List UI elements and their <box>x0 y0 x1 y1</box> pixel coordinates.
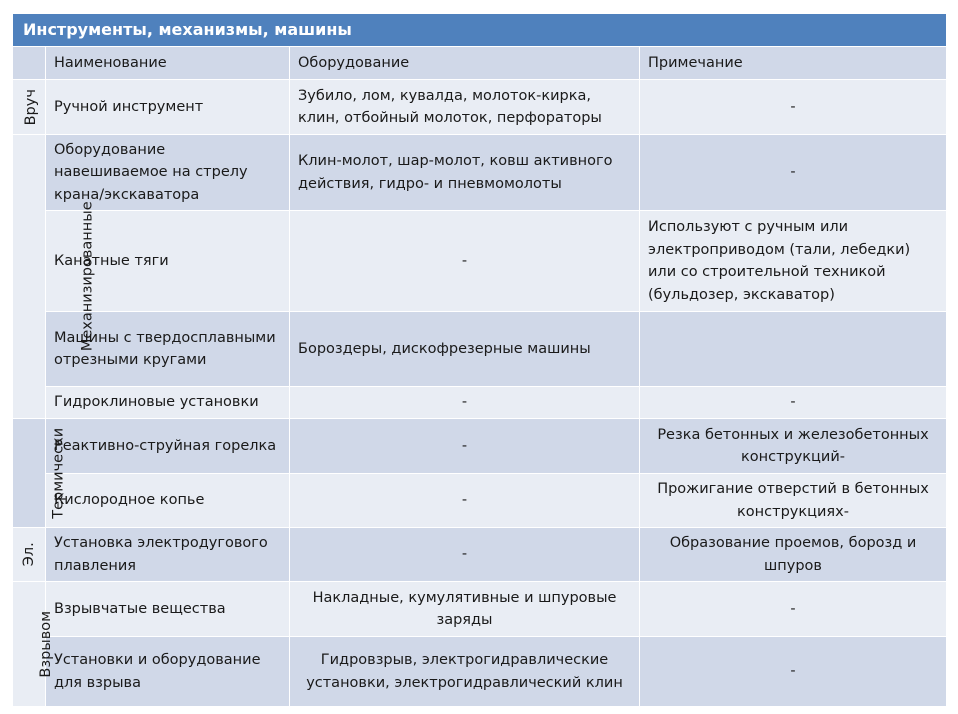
title-row <box>13 14 947 47</box>
row-equipment: Накладные, кумулятивные и шпуровые заряды <box>290 582 640 637</box>
row-note: - <box>640 582 947 637</box>
row-name: Установка электродугового плавления <box>46 528 290 582</box>
row-name: Канатные тяги <box>46 211 290 312</box>
table-title: Инструменты, механизмы, машины <box>13 14 947 47</box>
row-name: Взрывчатые вещества <box>46 582 290 637</box>
category-label: Вруч <box>22 88 39 126</box>
row-note <box>640 312 947 387</box>
row-note: Прожигание отверстий в бетонных конструкциях- <box>640 474 947 528</box>
category-electric <box>13 528 46 582</box>
header-empty <box>13 47 46 80</box>
equipment-table <box>12 13 947 707</box>
row-note: Резка бетонных и железобетонных конструкций- <box>640 419 947 474</box>
row-note: - <box>640 80 947 135</box>
table-row <box>13 528 947 582</box>
header-note: Примечание <box>640 47 947 80</box>
table-row <box>13 637 947 707</box>
row-name: Реактивно-струйная горелка <box>46 419 290 474</box>
row-note: Используют с ручным или электроприводом (тали, лебедки) или со строительной техникой (бульдозер, экскаватор) <box>640 211 947 312</box>
row-equipment: - <box>290 474 640 528</box>
row-equipment: - <box>290 387 640 419</box>
row-equipment: Гидровзрыв, электрогидравлические установки, электрогидравлический клин <box>290 637 640 707</box>
category-mechanized <box>13 135 96 419</box>
table-row <box>13 474 947 528</box>
header-row <box>13 47 947 80</box>
row-equipment: - <box>290 211 640 312</box>
row-name: Установки и оборудование для взрыва <box>46 637 290 707</box>
table-row <box>13 419 947 474</box>
row-name: Кислородное копье <box>46 474 290 528</box>
row-note: - <box>640 387 947 419</box>
header-equipment: Оборудование <box>290 47 640 80</box>
table-row <box>13 211 947 312</box>
table-row <box>13 387 947 419</box>
row-name: Ручной инструмент <box>46 80 290 135</box>
row-note: - <box>640 135 947 211</box>
row-note: - <box>640 637 947 707</box>
row-equipment: Клин-молот, шар-молот, ковш активного действия, гидро- и пневмомолоты <box>290 135 640 211</box>
row-equipment: - <box>290 528 640 582</box>
table-row <box>13 312 947 387</box>
row-name: Машины с твердосплавными отрезными кругами <box>46 312 290 387</box>
table-row <box>13 135 947 211</box>
category-label: Эл. <box>20 542 37 567</box>
row-name: Гидроклиновые установки <box>46 387 290 419</box>
row-equipment: Бороздеры, дискофрезерные машины <box>290 312 640 387</box>
category-explosion <box>13 582 55 707</box>
row-note: Образование проемов, борозд и шпуров <box>640 528 947 582</box>
table-row <box>13 80 947 135</box>
row-name: Оборудование навешиваемое на стрелу крана/экскаватора <box>46 135 290 211</box>
category-label: Механизированные <box>79 201 96 352</box>
row-equipment: - <box>290 419 640 474</box>
category-label: Взрывом <box>38 610 55 678</box>
category-label: Термически <box>50 427 67 519</box>
table-row <box>13 582 947 637</box>
header-name: Наименование <box>46 47 290 80</box>
category-manual <box>13 80 46 135</box>
row-equipment: Зубило, лом, кувалда, молоток-кирка, клин, отбойный молоток, перфораторы <box>290 80 640 135</box>
category-thermal <box>13 419 67 528</box>
